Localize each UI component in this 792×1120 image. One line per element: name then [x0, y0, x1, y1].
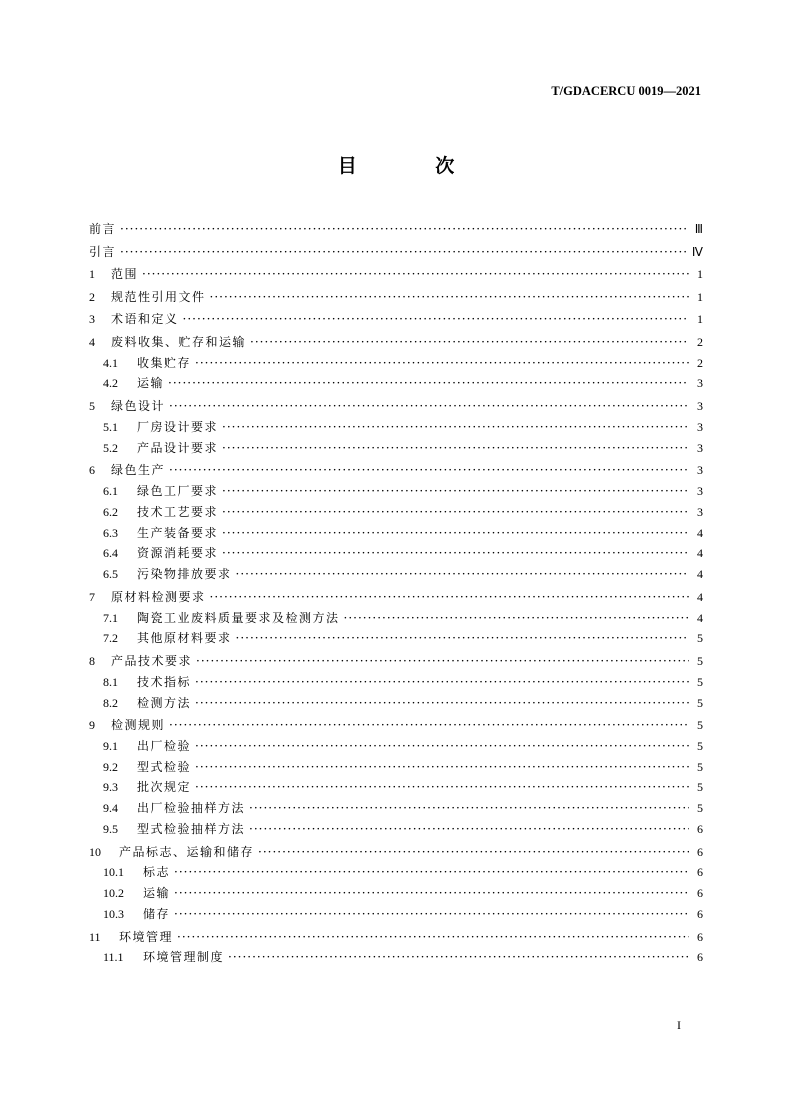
toc-entry-label: 术语和定义	[111, 312, 179, 327]
toc-entry-page: 4	[697, 589, 703, 604]
toc-leader-dots	[258, 842, 689, 863]
toc-entry-label: 生产装备要求	[137, 525, 219, 540]
toc-entry[interactable]	[89, 219, 703, 240]
toc-entry-page: 3	[697, 463, 703, 478]
toc-entry[interactable]	[89, 628, 703, 649]
toc-entry[interactable]	[89, 715, 703, 736]
toc-entry-number: 6.4	[103, 546, 118, 561]
toc-entry-label: 型式检验抽样方法	[137, 822, 246, 837]
toc-entry-number: 9	[89, 718, 95, 733]
toc-entry-number: 6.1	[103, 483, 118, 498]
toc-entry-label: 出厂检验抽样方法	[137, 801, 246, 816]
toc-entry-label: 规范性引用文件	[111, 289, 206, 304]
footer-page-number: I	[677, 1018, 681, 1032]
toc-entry-page: 6	[697, 844, 703, 859]
toc-entry-page: 5	[697, 780, 703, 795]
toc-entry-number: 4.1	[103, 355, 118, 370]
toc-entry-page: 6	[697, 907, 703, 922]
toc-entry-label: 范围	[111, 267, 139, 282]
toc-entry-number: 7.1	[103, 610, 118, 625]
toc-entry-label: 运输	[137, 376, 165, 391]
toc-entry-page: 4	[697, 567, 703, 582]
toc-entry-label: 引言	[89, 244, 117, 259]
toc-leader-dots	[210, 287, 689, 308]
toc-entry-page: 2	[697, 334, 703, 349]
toc-leader-dots	[120, 242, 688, 263]
toc-leader-dots	[222, 502, 689, 523]
toc-entry-number: 6.2	[103, 504, 118, 519]
toc-leader-dots	[169, 396, 689, 417]
toc-entry-label: 产品设计要求	[137, 440, 219, 455]
toc-entry-page: 5	[697, 695, 703, 710]
table-of-contents	[89, 217, 703, 968]
toc-entry-page: 3	[697, 440, 703, 455]
toc-entry[interactable]	[89, 904, 703, 925]
toc-entry-page: 6	[697, 950, 703, 965]
toc-entry-label: 批次规定	[137, 780, 192, 795]
toc-entry[interactable]	[89, 736, 703, 757]
toc-leader-dots	[222, 481, 689, 502]
toc-entry-number: 5.1	[103, 419, 118, 434]
toc-entry-number: 6.3	[103, 525, 118, 540]
toc-leader-dots	[222, 417, 689, 438]
toc-leader-dots	[174, 862, 689, 883]
toc-leader-dots	[236, 564, 689, 585]
toc-entry-number: 9.1	[103, 738, 118, 753]
toc-entry-number: 6.5	[103, 567, 118, 582]
toc-entry-label: 检测规则	[111, 718, 166, 733]
toc-entry-label: 技术指标	[137, 674, 192, 689]
toc-entry-label: 出厂检验	[137, 738, 192, 753]
toc-entry-page: 3	[697, 399, 703, 414]
toc-entry[interactable]	[89, 947, 703, 968]
toc-leader-dots	[195, 672, 689, 693]
toc-entry[interactable]	[89, 523, 703, 544]
toc-entry[interactable]	[89, 608, 703, 629]
toc-leader-dots	[195, 736, 689, 757]
toc-entry-page: 5	[697, 759, 703, 774]
toc-leader-dots	[249, 819, 689, 840]
toc-entry[interactable]	[89, 460, 703, 481]
toc-leader-dots	[195, 757, 689, 778]
toc-entry[interactable]	[89, 883, 703, 904]
toc-leader-dots	[169, 460, 689, 481]
toc-entry-page: Ⅳ	[691, 244, 703, 259]
toc-entry-page: 5	[697, 631, 703, 646]
toc-entry-page: 5	[697, 738, 703, 753]
toc-leader-dots	[177, 927, 689, 948]
toc-entry-label: 运输	[143, 886, 171, 901]
toc-entry-label: 资源消耗要求	[137, 546, 219, 561]
toc-entry-number: 9.5	[103, 822, 118, 837]
toc-leader-dots	[228, 947, 689, 968]
toc-entry-number: 10	[89, 844, 101, 859]
toc-entry-page: 6	[697, 822, 703, 837]
toc-entry-number: 4.2	[103, 376, 118, 391]
document-code: T/GDACERCU 0019—2021	[551, 84, 701, 98]
toc-leader-dots	[174, 904, 689, 925]
toc-entry-page: 6	[697, 865, 703, 880]
toc-entry-page: 3	[697, 376, 703, 391]
toc-entry-page: 5	[697, 654, 703, 669]
toc-entry-label: 废料收集、贮存和运输	[111, 334, 247, 349]
toc-entry-page: 3	[697, 504, 703, 519]
toc-leader-dots	[210, 587, 689, 608]
toc-leader-dots	[222, 543, 689, 564]
toc-entry-number: 8	[89, 654, 95, 669]
toc-entry[interactable]	[89, 651, 703, 672]
toc-entry-label: 其他原材料要求	[137, 631, 232, 646]
toc-entry-number: 3	[89, 312, 95, 327]
toc-entry-number: 8.1	[103, 674, 118, 689]
toc-leader-dots	[195, 777, 689, 798]
toc-entry-label: 原材料检测要求	[111, 589, 206, 604]
toc-entry-page: 5	[697, 801, 703, 816]
toc-entry-label: 产品标志、运输和储存	[119, 844, 255, 859]
toc-entry-number: 10.2	[103, 886, 124, 901]
toc-entry-label: 绿色生产	[111, 463, 166, 478]
toc-entry-label: 型式检验	[137, 759, 192, 774]
toc-entry[interactable]	[89, 438, 703, 459]
toc-entry-page: 1	[697, 289, 703, 304]
toc-entry-number: 9.4	[103, 801, 118, 816]
toc-leader-dots	[174, 883, 689, 904]
toc-entry-number: 4	[89, 334, 95, 349]
toc-entry-page: 3	[697, 419, 703, 434]
toc-entry-number: 5	[89, 399, 95, 414]
toc-entry-label: 陶瓷工业废料质量要求及检测方法	[137, 610, 340, 625]
toc-entry[interactable]	[89, 396, 703, 417]
toc-entry-page: 5	[697, 674, 703, 689]
toc-leader-dots	[120, 219, 689, 240]
toc-entry-page: 4	[697, 546, 703, 561]
toc-entry-page: 2	[697, 355, 703, 370]
toc-leader-dots	[196, 651, 689, 672]
toc-entry-number: 6	[89, 463, 95, 478]
toc-entry[interactable]	[89, 543, 703, 564]
toc-entry-number: 8.2	[103, 695, 118, 710]
toc-leader-dots	[236, 628, 689, 649]
toc-entry-label: 厂房设计要求	[137, 419, 219, 434]
toc-entry-number: 11	[89, 929, 101, 944]
toc-entry-page: 3	[697, 483, 703, 498]
toc-leader-dots	[183, 309, 689, 330]
toc-entry[interactable]	[89, 481, 703, 502]
toc-entry-label: 收集贮存	[137, 355, 192, 370]
toc-entry[interactable]	[89, 693, 703, 714]
toc-entry-label: 环境管理	[119, 929, 174, 944]
toc-leader-dots	[169, 715, 689, 736]
toc-leader-dots	[344, 608, 689, 629]
toc-leader-dots	[222, 523, 689, 544]
toc-entry-page: 5	[697, 718, 703, 733]
toc-entry[interactable]	[89, 927, 703, 948]
toc-entry[interactable]	[89, 564, 703, 585]
toc-entry[interactable]	[89, 242, 703, 263]
toc-entry[interactable]	[89, 842, 703, 863]
toc-entry[interactable]	[89, 777, 703, 798]
toc-entry-label: 储存	[143, 907, 171, 922]
toc-entry[interactable]	[89, 862, 703, 883]
toc-entry-page: 6	[697, 929, 703, 944]
toc-entry[interactable]	[89, 819, 703, 840]
toc-entry-label: 前言	[89, 222, 117, 236]
toc-entry[interactable]	[89, 353, 703, 374]
toc-entry[interactable]	[89, 417, 703, 438]
toc-entry[interactable]	[89, 287, 703, 308]
toc-entry-page: 6	[697, 886, 703, 901]
toc-leader-dots	[250, 332, 689, 353]
toc-entry-number: 11.1	[103, 950, 124, 965]
toc-entry[interactable]	[89, 502, 703, 523]
toc-entry[interactable]	[89, 672, 703, 693]
toc-entry-number: 9.3	[103, 780, 118, 795]
toc-leader-dots	[195, 353, 689, 374]
toc-entry-number: 5.2	[103, 440, 118, 455]
toc-leader-dots	[249, 798, 689, 819]
toc-entry[interactable]	[89, 757, 703, 778]
toc-entry-page: Ⅲ	[694, 222, 703, 236]
toc-entry[interactable]	[89, 309, 703, 330]
toc-entry[interactable]	[89, 332, 703, 353]
toc-entry-number: 10.1	[103, 865, 124, 880]
toc-entry-label: 标志	[143, 865, 171, 880]
toc-leader-dots	[195, 693, 689, 714]
toc-entry-page: 4	[697, 610, 703, 625]
toc-entry-number: 2	[89, 289, 95, 304]
toc-entry-page: 1	[697, 267, 703, 282]
toc-entry-label: 绿色工厂要求	[137, 483, 219, 498]
page-title: 目 次	[337, 155, 491, 177]
toc-entry-label: 检测方法	[137, 695, 192, 710]
toc-entry[interactable]	[89, 798, 703, 819]
toc-leader-dots	[142, 264, 689, 285]
toc-entry-number: 9.2	[103, 759, 118, 774]
toc-entry-number: 10.3	[103, 907, 124, 922]
toc-entry-label: 产品技术要求	[111, 654, 193, 669]
toc-leader-dots	[168, 373, 689, 394]
toc-entry[interactable]	[89, 587, 703, 608]
toc-entry[interactable]	[89, 373, 703, 394]
toc-entry-page: 4	[697, 525, 703, 540]
toc-entry[interactable]	[89, 264, 703, 285]
toc-entry-page: 1	[697, 312, 703, 327]
toc-entry-label: 绿色设计	[111, 399, 166, 414]
toc-entry-label: 环境管理制度	[143, 950, 225, 965]
toc-leader-dots	[222, 438, 689, 459]
toc-entry-number: 7	[89, 589, 95, 604]
toc-entry-number: 1	[89, 267, 95, 282]
toc-entry-number: 7.2	[103, 631, 118, 646]
toc-entry-label: 技术工艺要求	[137, 504, 219, 519]
toc-entry-label: 污染物排放要求	[137, 567, 232, 582]
